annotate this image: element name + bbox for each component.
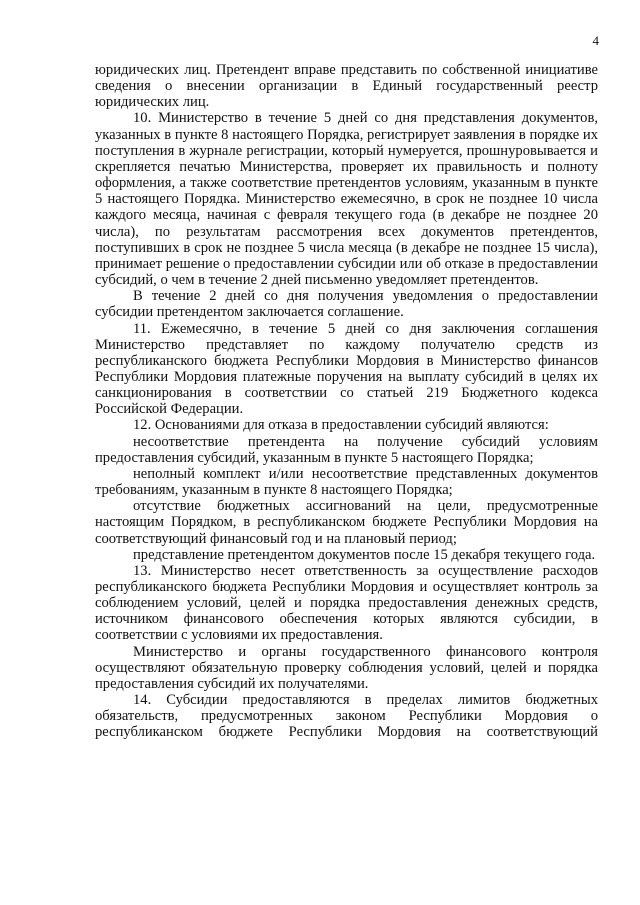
paragraph-11-payment-orders: 11. Ежемесячно, в течение 5 дней со дня заключения соглашения Министерство представляет по каждому получателю средств из республиканского бюджета Республики Мордовия в Министерство финансов Республики Мордовия платежные поручения на выплату субсидий в целях их санкционирования в соответствии со статьей 219 Бюджетного кодекса Российской Федерации. bbox=[95, 320, 598, 418]
page-number: 4 bbox=[592, 33, 599, 48]
refusal-ground-3: отсутствие бюджетных ассигнований на цели, предусмотренные настоящим Порядком, в республиканском бюджете Республики Мордовия на соответствующий финансовый год и на плановый период; bbox=[95, 498, 598, 547]
refusal-ground-1: несоответствие претендента на получение субсидий условиям предоставления субсидий, указанным в пункте 5 настоящего Порядка; bbox=[95, 433, 598, 466]
paragraph-legal-entities-note: юридических лиц. Претендент вправе представить по собственной инициативе сведения о внесении организации в Единый государственный реестр юридических лиц. bbox=[95, 62, 598, 111]
paragraph-13-responsibility: 13. Министерство несет ответственность за осуществление расходов республиканского бюджета Республики Мордовия и осуществляет контроль за соблюдением условий, целей и порядка предоставления денежных средств, источником финансового обеспечения которых являются субсидии, в соответствии с условиями их предоставления. bbox=[95, 562, 598, 644]
document-body bbox=[95, 62, 598, 741]
refusal-ground-2: неполный комплект и/или несоответствие представленных документов требованиям, указанным в пункте 8 настоящего Порядка; bbox=[95, 465, 598, 499]
paragraph-control-bodies: Министерство и органы государственного финансового контроля осуществляют обязательную проверку соблюдения условий, целей и порядка предоставления субсидий их получателями. bbox=[95, 643, 598, 692]
paragraph-agreement: В течение 2 дней со дня получения уведомления о предоставлении субсидии претендентом заключается соглашение. bbox=[95, 288, 598, 321]
paragraph-12-refusal-grounds: 12. Основаниями для отказа в предоставлении субсидий являются: bbox=[133, 417, 549, 434]
paragraph-10-registration: 10. Министерство в течение 5 дней со дня представления документов, указанных в пункте 8 настоящего Порядка, регистрирует заявления в порядке их поступления в журнале регистрации, который нумеруется, прошнуровывается и скрепляется печатью Министерства, проверяет их правильность и полноту оформления, а также соответствие претендентов условиям, указанным в пункте 5 настоящего Порядка. Министерство ежемесячно, в срок не позднее 10 числа каждого месяца, начиная с февраля текущего года (в декабре не позднее 20 числа), по результатам рассмотрения всех документов претендентов, поступивших в срок не позднее 5 числа месяца (в декабре не позднее 15 числа), принимает решение о предоставлении субсидии или об отказе в предоставлении субсидий, о чем в течение 2 дней письменно уведомляет претендентов. bbox=[95, 110, 598, 289]
paragraph-14-limits: 14. Субсидии предоставляются в пределах лимитов бюджетных обязательств, предусмотренных законом Республики Мордовия о республиканском бюджете Республики Мордовия на соответствующий bbox=[95, 692, 598, 741]
refusal-ground-4: представление претендентом документов после 15 декабря текущего года. bbox=[133, 546, 596, 563]
